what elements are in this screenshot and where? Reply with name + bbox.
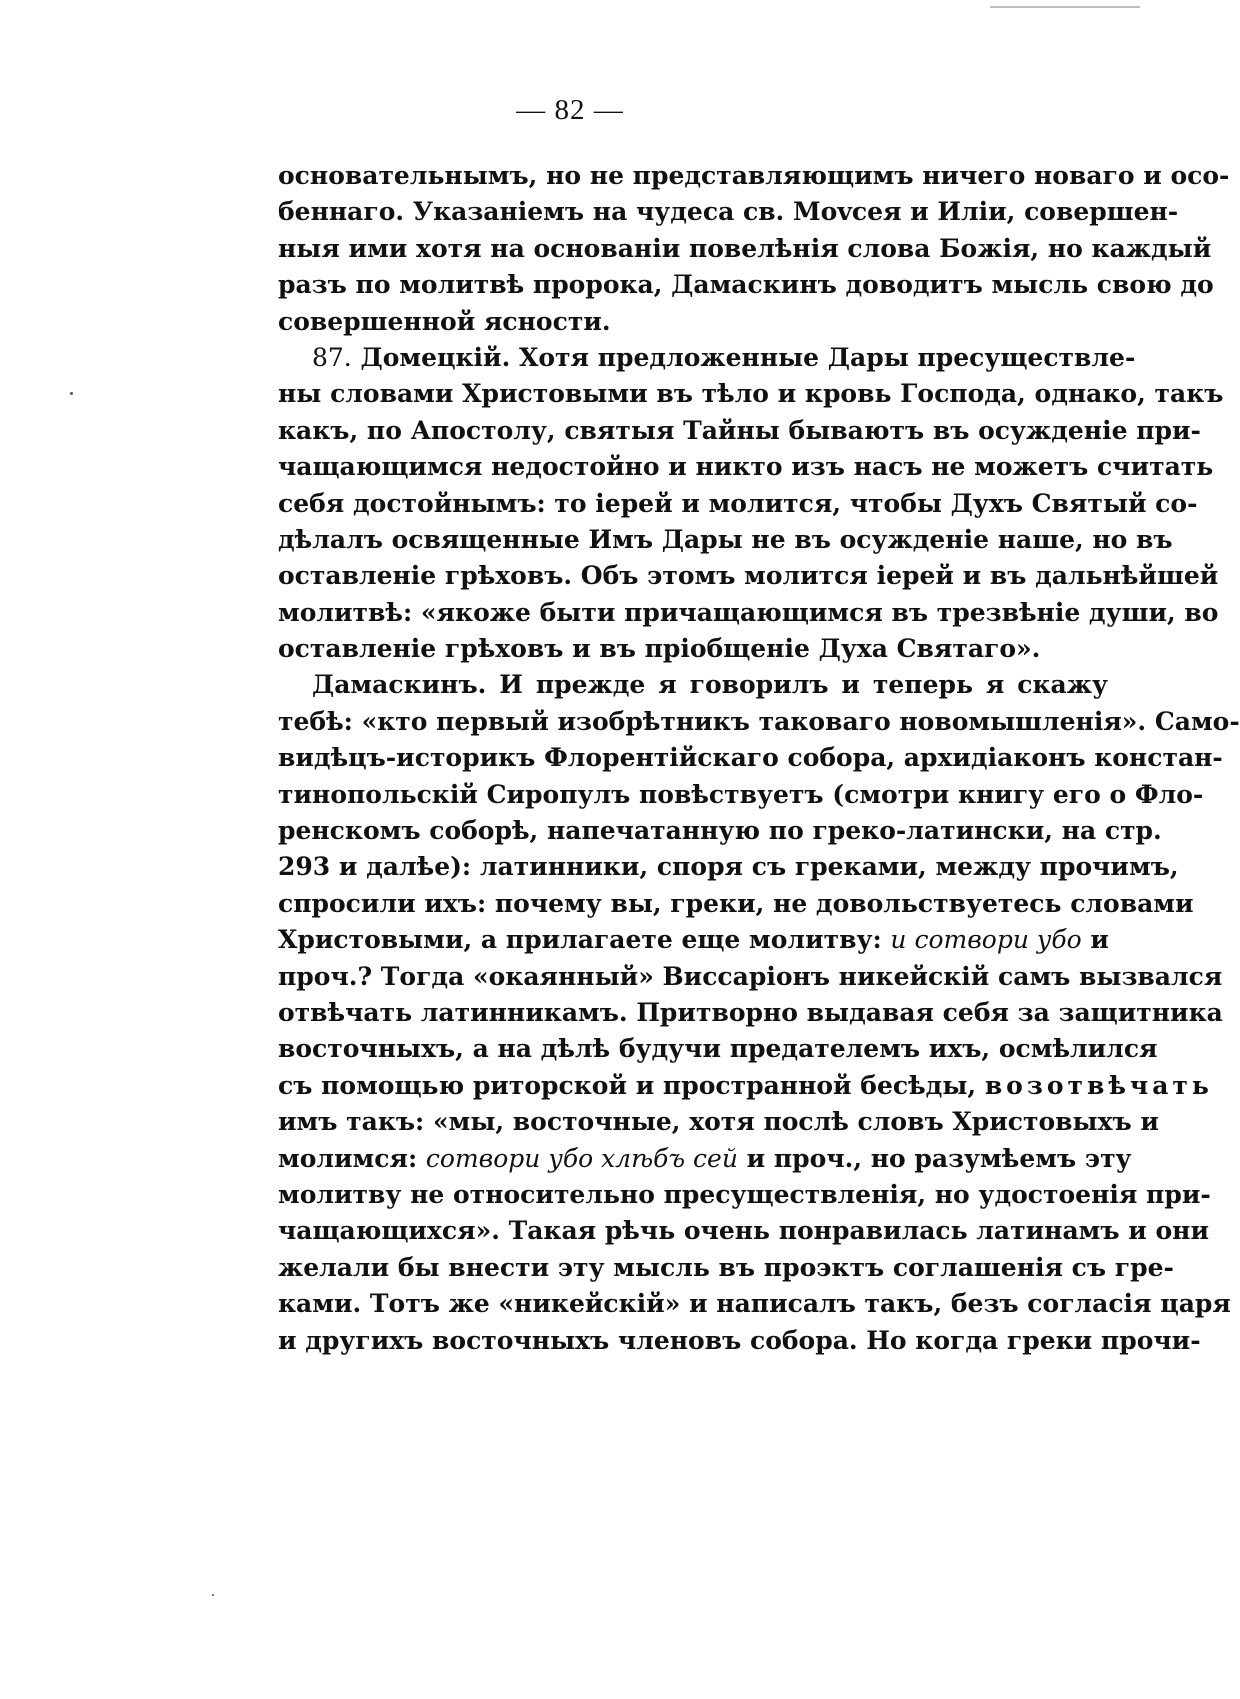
text-fragment: молимся: bbox=[278, 1143, 426, 1173]
text-line: ны словами Христовыми въ тѣло и кровь Господа, однако, такъ bbox=[278, 379, 1224, 409]
text-line-with-quote bbox=[278, 922, 1108, 958]
text-fragment: Христовыми, а прилагаете еще молитву: bbox=[278, 925, 891, 955]
text-line: и другихъ восточныхъ членовъ собора. Но когда греки прочи- bbox=[278, 1325, 1201, 1355]
text-line: отвѣчать латинникамъ. Притворно выдавая себя за защитника bbox=[278, 997, 1223, 1027]
text-line-with-quote bbox=[278, 1141, 1132, 1177]
text-line: основательнымъ, но не представляющимъ ничего новаго и осо- bbox=[278, 161, 1230, 190]
text-line: ныя ими хотя на основаніи повелѣнія слова Божія, но каждый bbox=[278, 233, 1212, 263]
text-fragment: . И прежде я говорилъ и теперь я скажу bbox=[477, 670, 1108, 700]
text-line-with-spaced-word bbox=[278, 1068, 1213, 1104]
italic-quote: и сотвори убо bbox=[890, 925, 1082, 955]
text-line: видѣцъ-историкъ Флорентійскаго собора, архидіаконъ констан- bbox=[278, 743, 1223, 773]
text-line: разъ по молитвѣ пророка, Дамаскинъ доводитъ мысль свою до bbox=[278, 270, 1214, 300]
text-line: чащающихся». Такая рѣчь очень понравилась латинамъ и они bbox=[278, 1216, 1210, 1246]
text-line: 293 и далѣе): латинники, споря съ греками, между прочимъ, bbox=[278, 852, 1179, 882]
text-line: дѣлалъ освященные Имъ Дары не въ осужденіе наше, но въ bbox=[278, 524, 1173, 554]
text-line: оставленіе грѣховъ и въ пріобщеніе Духа Святаго». bbox=[278, 634, 1041, 664]
page-number: — 82 — bbox=[516, 94, 624, 126]
text-line: тебѣ: «кто первый изобрѣтникъ таковаго новомышленія». Само- bbox=[278, 706, 1240, 736]
speaker-name-damaskin: Дамаскинъ bbox=[312, 670, 478, 700]
text-fragment: съ помощью риторской и пространной бесѣды, bbox=[278, 1070, 985, 1100]
text-line: проч.? Тогда «окаянный» Виссаріонъ никейскій самъ вызвался bbox=[278, 961, 1223, 991]
top-edge-rule bbox=[990, 6, 1140, 8]
text-line: себя достойнымъ: то іерей и молится, чтобы Духъ Святый со- bbox=[278, 488, 1198, 518]
speaker-name-dometsky: Домецкій bbox=[360, 342, 502, 372]
text-fragment: . Хотя предложенные Дары пресуществле- bbox=[501, 342, 1136, 372]
text-fragment: и проч., но разумѣемъ эту bbox=[737, 1143, 1132, 1173]
text-line: ками. Тотъ же «никейскій» и написалъ такъ, безъ согласія царя bbox=[278, 1289, 1231, 1319]
text-line: беннаго. Указаніемъ на чудеса св. Моvсея и Иліи, совершен- bbox=[278, 197, 1179, 227]
body-text bbox=[278, 158, 1240, 1359]
text-line: совершенной ясности. bbox=[278, 306, 611, 336]
italic-quote: сотвори убо хлѣбъ сей bbox=[425, 1143, 738, 1173]
paragraph-damaskin-first-line bbox=[278, 667, 1108, 703]
text-fragment: и bbox=[1081, 925, 1109, 955]
text-line: какъ, по Апостолу, святыя Тайны бываютъ въ осужденіе при- bbox=[278, 415, 1201, 445]
text-line: ренскомъ соборѣ, напечатанную по греко-латински, на стр. bbox=[278, 816, 1162, 846]
scan-speck bbox=[70, 392, 73, 395]
text-line: желали бы внести эту мысль въ проэктъ соглашенія съ гре- bbox=[278, 1252, 1174, 1282]
paragraph-number: 87. bbox=[312, 342, 352, 372]
scan-speck bbox=[212, 1594, 214, 1596]
text-line: восточныхъ, а на дѣлѣ будучи предателемъ ихъ, осмѣлился bbox=[278, 1034, 1158, 1064]
text-line: молитву не относительно пресуществленія, но удостоенія при- bbox=[278, 1179, 1211, 1209]
text-line: спросили ихъ: почему вы, греки, не довольствуетесь словами bbox=[278, 888, 1194, 918]
text-line: молитвѣ: «якоже быти причащающимся въ трезвѣніе души, во bbox=[278, 597, 1219, 627]
text-line: тинопольскій Сиропулъ повѣствуетъ (смотри книгу его о Фло- bbox=[278, 779, 1204, 809]
paragraph-87-first-line bbox=[278, 340, 1136, 376]
text-line: чащающимся недостойно и никто изъ насъ не можетъ считать bbox=[278, 452, 1214, 482]
spaced-emphasis: возотвѣчать bbox=[984, 1070, 1213, 1100]
text-line: оставленіе грѣховъ. Объ этомъ молится іерей и въ дальнѣйшей bbox=[278, 561, 1219, 591]
text-line: имъ такъ: «мы, восточные, хотя послѣ словъ Христовыхъ и bbox=[278, 1107, 1159, 1137]
